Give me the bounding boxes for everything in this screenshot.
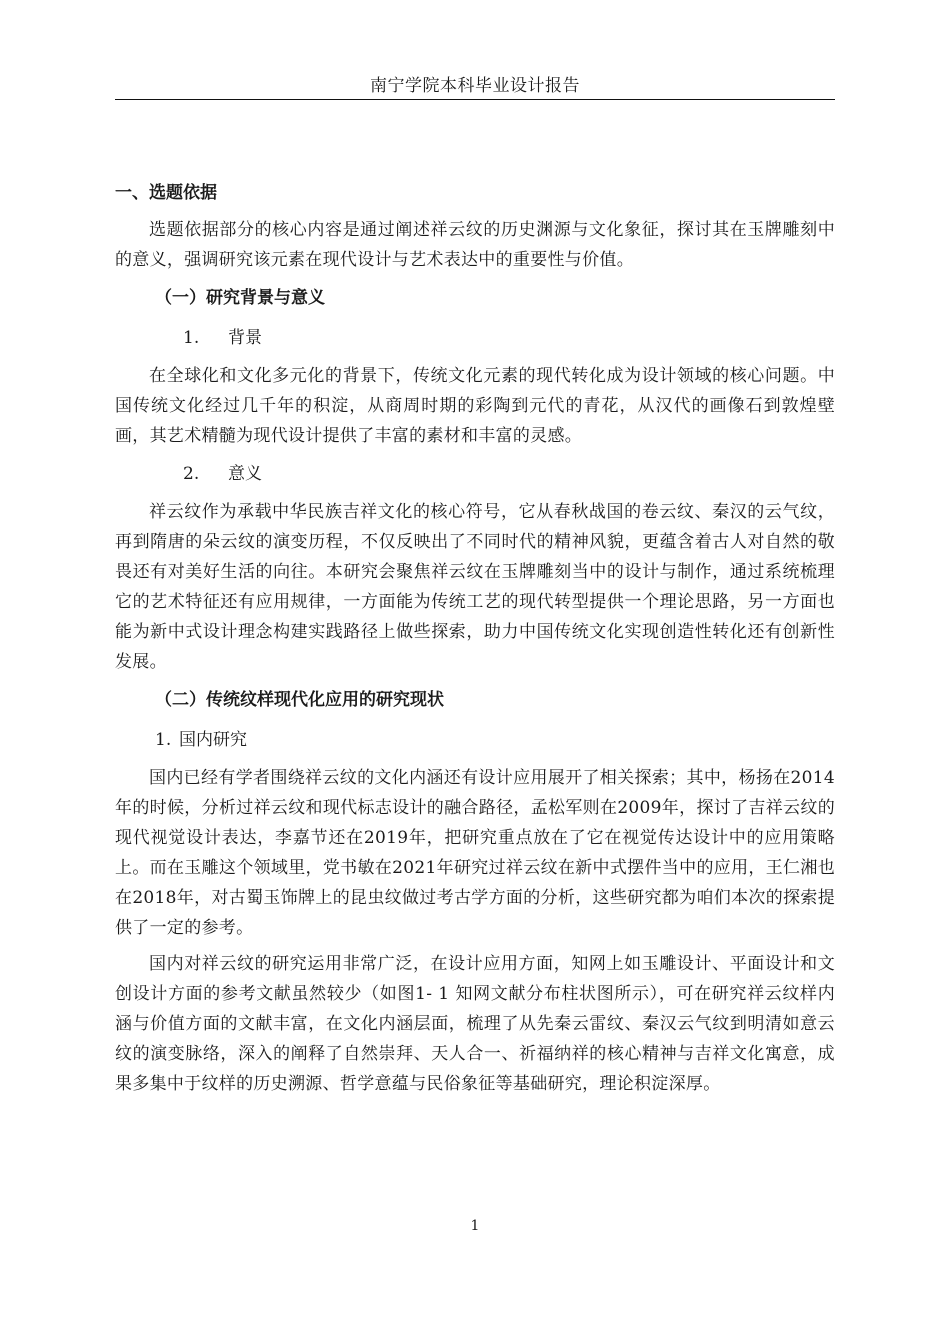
section-heading: 一、选题依据 <box>115 183 217 203</box>
section-intro-paragraph: 选题依据部分的核心内容是通过阐述祥云纹的历史渊源与文化象征，探讨其在玉牌雕刻中的意义，强调研究该元素在现代设计与艺术表达中的重要性与价值。 <box>115 220 835 270</box>
numbered-item-significance <box>115 457 835 491</box>
item-label: 意义 <box>228 464 262 484</box>
significance-paragraph: 祥云纹作为承载中华民族吉祥文化的核心符号，它从春秋战国的卷云纹、秦汉的云气纹，再到隋唐的朵云纹的演变历程，不仅反映出了不同时代的精神风貌，更蕴含着古人对自然的敬畏还有对美好生活的向往。本研究会聚焦祥云纹在玉牌雕刻当中的设计与制作，通过系统梳理它的艺术特征还有应用规律，一方面能为传统工艺的现代转型提供一个理论思路，另一方面也能为新中式设计理念构建实践路径上做些探索，助力中国传统文化实现创造性转化还有创新性发展。 <box>115 502 835 672</box>
item-number: 1. <box>183 328 200 348</box>
item-number: 1. <box>155 730 172 750</box>
numbered-item-background <box>115 321 835 355</box>
subsection-heading-research-status: （二）传统纹样现代化应用的研究现状 <box>155 690 444 710</box>
domestic-research-paragraph-1: 国内已经有学者围绕祥云纹的文化内涵还有设计应用展开了相关探索；其中，杨扬在2014年的时候，分析过祥云纹和现代标志设计的融合路径，孟松军则在2009年，探讨了吉祥云纹的现代视觉设计表达，李嘉节还在2019年，把研究重点放在了它在视觉传达设计中的应用策略上。而在玉雕这个领域里，党书敏在2021年研究过祥云纹在新中式摆件当中的应用，王仁湘也在2018年，对古蜀玉饰牌上的昆虫纹做过考古学方面的分析，这些研究都为咱们本次的探索提供了一定的参考。 <box>115 768 835 938</box>
page-content <box>115 176 835 1105</box>
header-rule <box>115 99 835 100</box>
item-label: 国内研究 <box>179 730 247 750</box>
background-paragraph: 在全球化和文化多元化的背景下，传统文化元素的现代转化成为设计领域的核心问题。中国传统文化经过几千年的积淀，从商周时期的彩陶到元代的青花，从汉代的画像石到敦煌壁画，其艺术精髓为现代设计提供了丰富的素材和丰富的灵感。 <box>115 366 835 446</box>
item-number: 2. <box>183 464 200 484</box>
subsection-heading-background: （一）研究背景与意义 <box>155 288 325 308</box>
item-label: 背景 <box>228 328 262 348</box>
numbered-item-domestic-research <box>115 723 835 757</box>
page-number: 1 <box>470 1218 480 1234</box>
running-header: 南宁学院本科毕业设计报告 <box>370 76 580 96</box>
domestic-research-paragraph-2: 国内对祥云纹的研究运用非常广泛，在设计应用方面，知网上如玉雕设计、平面设计和文创设计方面的参考文献虽然较少（如图1- 1 知网文献分布柱状图所示），可在研究祥云纹样内涵与价值方面的文献丰富，在文化内涵层面，梳理了从先秦云雷纹、秦汉云气纹到明清如意云纹的演变脉络，深入的阐释了自然崇拜、天人合一、祈福纳祥的核心精神与吉祥文化寓意，成果多集中于纹样的历史溯源、哲学意蕴与民俗象征等基础研究，理论积淀深厚。 <box>115 954 835 1094</box>
